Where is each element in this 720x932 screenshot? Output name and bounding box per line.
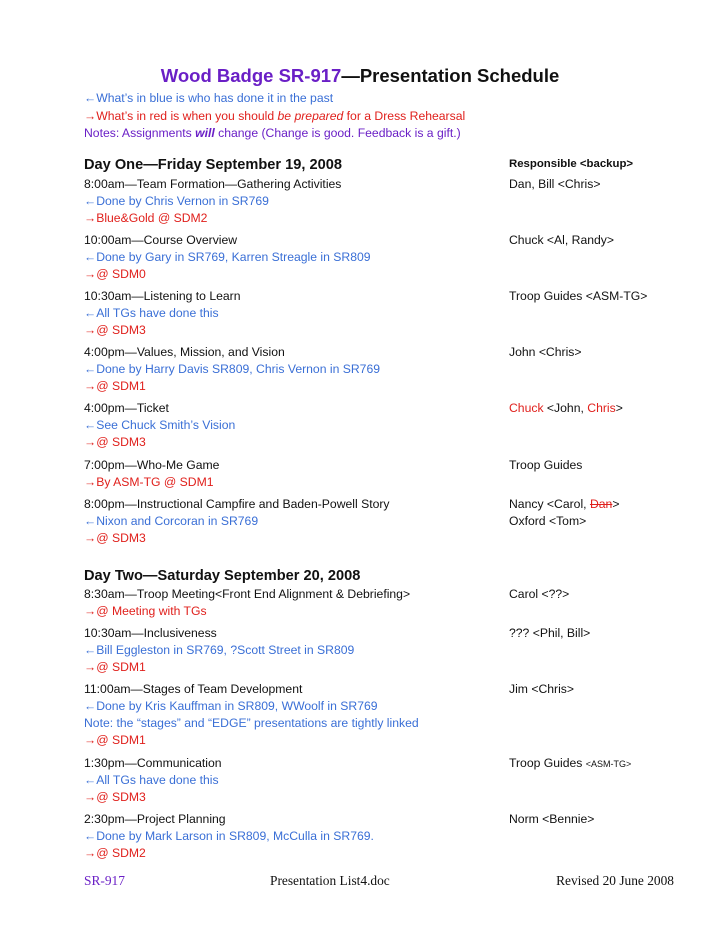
schedule-entry: 4:00pm—Ticket Chuck <John, Chris> ←See Chuck Smith’s Vision →@ SDM3 (84, 401, 623, 449)
footer-course: SR-917 (84, 873, 125, 888)
schedule-entry: 11:00am—Stages of Team Development Jim <Chris> ←Done by Kris Kauffman in SR809, WWoolf in SR769 Note: the “stages” and “EDGE” presentations are tightly linked →@ SDM1 (84, 682, 575, 747)
day-two-heading: Day Two—Saturday September 20, 2008 (84, 568, 361, 584)
legend-red: →What’s in red is when you should be prepared for a Dress Rehearsal (84, 108, 466, 123)
schedule-entry: 10:00am—Course Overview Chuck <Al, Randy> ←Done by Gary in SR769, Karren Streagle in SR809 →@ SDM0 (84, 233, 615, 281)
schedule-entry: 4:00pm—Values, Mission, and Vision John <Chris> ←Done by Harry Davis SR809, Chris Vernon in SR769 →@ SDM1 (84, 345, 582, 393)
page-title (84, 64, 636, 88)
schedule-entry: 8:30am—Troop Meeting<Front End Alignment & Debriefing> Carol <??> →@ Meeting with TGs (84, 587, 570, 618)
footer-revised: Revised 20 June 2008 (556, 873, 674, 888)
schedule-entry: 10:30am—Listening to Learn Troop Guides <ASM-TG> ←All TGs have done this →@ SDM3 (84, 289, 648, 337)
legend-notes-line: Notes: Assignments will change (Change is good. Feedback is a gift.) (84, 126, 461, 140)
legend-blue: ←What’s in blue is who has done it in the past (84, 91, 334, 105)
schedule-entry: 10:30am—Inclusiveness ??? <Phil, Bill> ←Bill Eggleston in SR769, ?Scott Street in SR809 →@ SDM1 (84, 626, 591, 674)
schedule-entry: 8:00pm—Instructional Campfire and Baden-Powell Story Nancy <Carol, Dan> ←Nixon and Corcoran in SR769 Oxford <Tom> →@ SDM3 (84, 497, 620, 545)
footer-filename: Presentation List4.doc (270, 873, 390, 888)
page-footer (84, 873, 674, 893)
day-one-heading: Day One—Friday September 19, 2008 (84, 157, 342, 173)
title-rest: —Presentation Schedule (341, 65, 560, 86)
responsible-header: Responsible <backup> (509, 158, 634, 170)
title-course: Wood Badge SR-917 (160, 65, 342, 86)
schedule-entry: 2:30pm—Project Planning Norm <Bennie> ←Done by Mark Larson in SR809, McCulla in SR769. →@ SDM2 (84, 812, 595, 860)
schedule-entry: 1:30pm—Communication Troop Guides <ASM-TG> ←All TGs have done this →@ SDM3 (84, 756, 632, 804)
schedule-entry: 8:00am—Team Formation—Gathering Activities Dan, Bill <Chris> ←Done by Chris Vernon in SR769 →Blue&Gold @ SDM2 (84, 177, 601, 225)
legend-notes (84, 90, 465, 143)
schedule-entry: 7:00pm—Who-Me Game Troop Guides →By ASM-TG @ SDM1 (84, 458, 583, 489)
